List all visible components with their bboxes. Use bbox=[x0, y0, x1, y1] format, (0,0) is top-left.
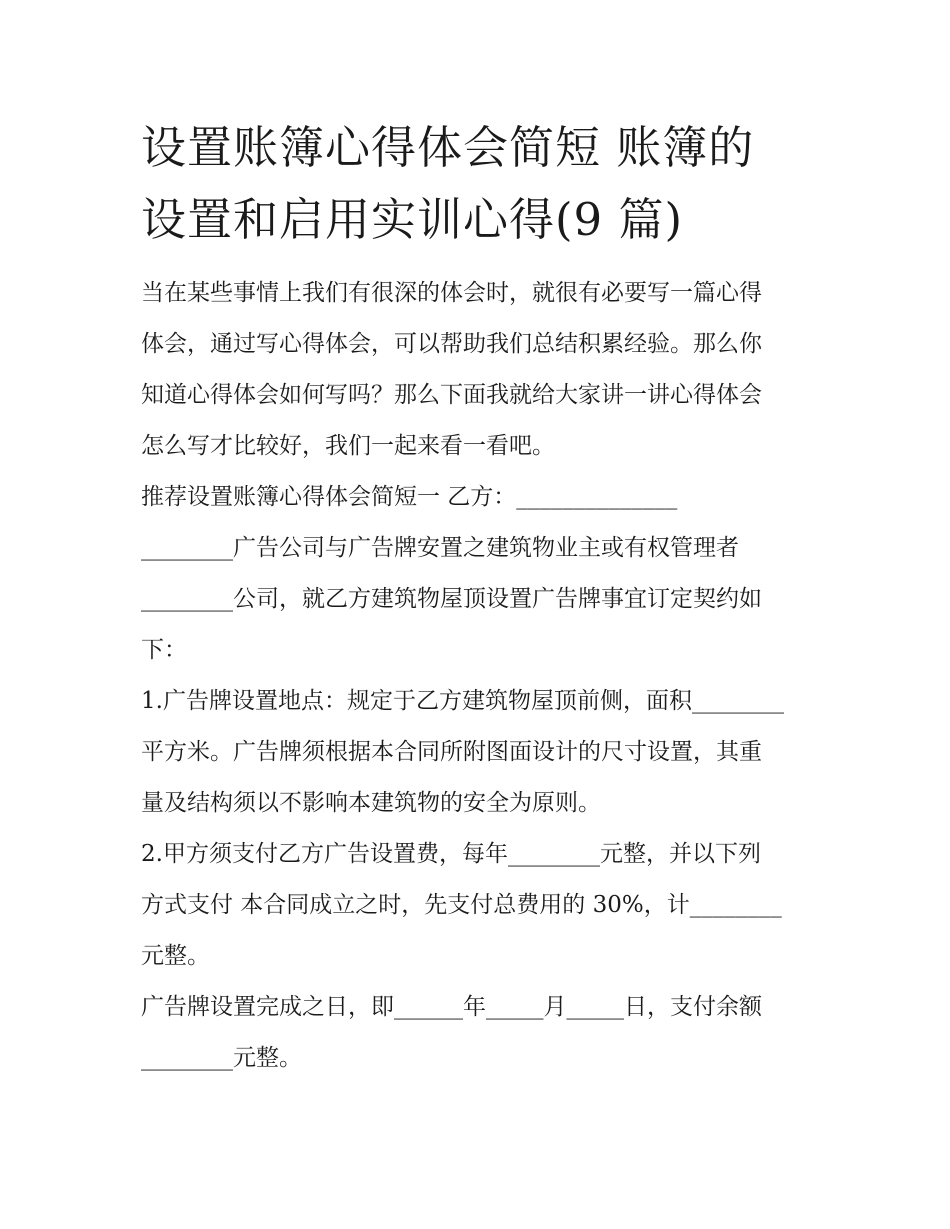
text-line: 2.甲方须支付乙方广告设置费，每年________元整，并以下列 bbox=[141, 841, 761, 867]
text-line: 下： bbox=[141, 637, 187, 663]
text-line: 方式支付 本合同成立之时，先支付总费用的 30%，计________ bbox=[141, 892, 782, 918]
text-line: ________公司，就乙方建筑物屋顶设置广告牌事宜订定契约如 bbox=[141, 586, 762, 612]
text-line: 平方米。广告牌须根据本合同所附图面设计的尺寸设置，其重 bbox=[141, 739, 762, 765]
document-title bbox=[141, 112, 821, 256]
title-line: 设置和启用实训心得(9 篇) bbox=[141, 193, 684, 246]
intro-paragraph bbox=[141, 268, 821, 472]
text-line: 体会，通过写心得体会，可以帮助我们总结积累经验。那么你 bbox=[141, 331, 762, 357]
clause-1-paragraph bbox=[141, 676, 821, 829]
contract-parties-paragraph bbox=[141, 472, 821, 676]
text-line: 元整。 bbox=[141, 943, 210, 969]
payment-paragraph bbox=[141, 982, 821, 1084]
text-line: ________广告公司与广告牌安置之建筑物业主或有权管理者 bbox=[141, 535, 739, 561]
text-line: 量及结构须以不影响本建筑物的安全为原则。 bbox=[141, 790, 601, 816]
text-line: 推荐设置账簿心得体会简短一 乙方：______________ bbox=[141, 484, 678, 510]
document-page bbox=[141, 112, 821, 1084]
text-line: 广告牌设置完成之日，即______年_____月_____日，支付余额 bbox=[141, 994, 762, 1020]
text-line: 当在某些事情上我们有很深的体会时，就很有必要写一篇心得 bbox=[141, 280, 762, 306]
text-line: 知道心得体会如何写吗？那么下面我就给大家讲一讲心得体会 bbox=[141, 382, 762, 408]
clause-2-paragraph bbox=[141, 829, 821, 982]
text-line: 1.广告牌设置地点：规定于乙方建筑物屋顶前侧，面积________ bbox=[141, 688, 784, 714]
title-line: 设置账簿心得体会简短 账簿的 bbox=[141, 121, 755, 174]
text-line: ________元整。 bbox=[141, 1045, 302, 1071]
text-line: 怎么写才比较好，我们一起来看一看吧。 bbox=[141, 433, 555, 459]
